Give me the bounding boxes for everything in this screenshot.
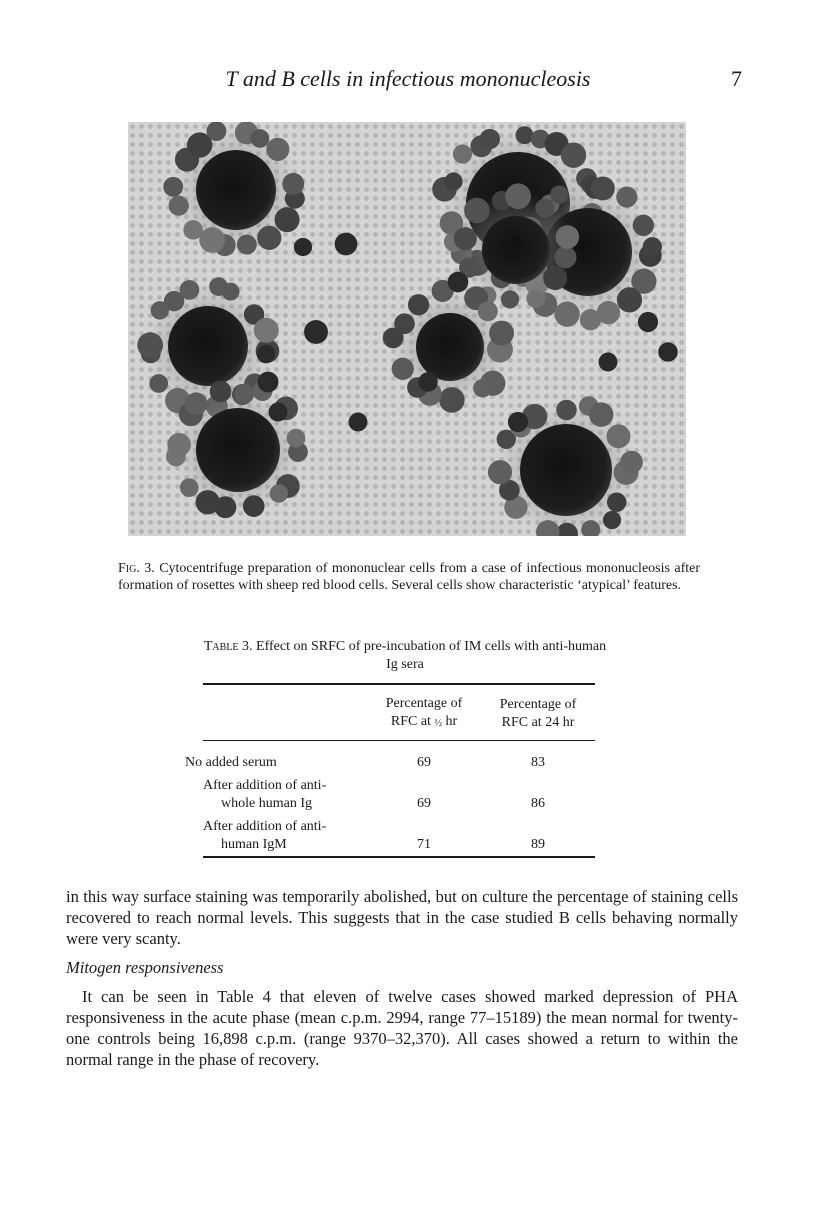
- row-label-line1: No added serum: [185, 755, 277, 770]
- red-blood-cell: [550, 185, 568, 203]
- caption-text: Cytocentrifuge preparation of mononuclear cells from a case of infectious mononucleosis after formation of rosettes with sheep red blood cells. Several cells show characteristic ‘atypical’ features.: [118, 561, 701, 593]
- lymphocyte-nucleus: [520, 424, 612, 516]
- red-blood-cell: [180, 280, 200, 300]
- cell-24hr: 83: [531, 755, 545, 770]
- cell-24hr: 89: [531, 837, 545, 852]
- red-blood-cell: [643, 237, 662, 256]
- red-blood-cell: [473, 379, 492, 398]
- paragraph-1: in this way surface staining was temporarily abolished, but on culture the percentage of staining cells recovered to reach normal levels. This suggests that in the case studied B cells behaving normally were very scanty.: [66, 887, 738, 948]
- red-blood-cell: [464, 198, 490, 224]
- red-blood-cell: [535, 199, 554, 218]
- red-blood-cell: [335, 233, 358, 256]
- caption-label: Fig. 3.: [118, 561, 155, 576]
- lymphocyte-nucleus: [482, 216, 550, 284]
- red-blood-cell: [616, 186, 637, 207]
- red-blood-cell: [287, 429, 306, 448]
- table-header-row: [203, 690, 595, 740]
- red-blood-cell: [210, 381, 232, 403]
- red-blood-cell: [617, 287, 642, 312]
- cell-half-hr: 71: [417, 837, 431, 852]
- col-half-hr-prefix: RFC at: [390, 714, 431, 729]
- red-blood-cell: [580, 309, 601, 330]
- col-24hr-header: [481, 690, 595, 740]
- red-blood-cell: [294, 238, 312, 256]
- red-blood-cell: [488, 460, 512, 484]
- red-blood-cell: [167, 433, 191, 457]
- red-blood-cell: [206, 122, 226, 141]
- section-heading: Mitogen responsiveness: [66, 958, 224, 977]
- red-blood-cell: [180, 478, 199, 497]
- red-blood-cell: [149, 374, 168, 393]
- red-blood-cell: [633, 215, 654, 236]
- table-row: [203, 772, 595, 813]
- red-blood-cell: [603, 511, 621, 529]
- red-blood-cell: [137, 332, 163, 358]
- red-blood-cell: [304, 320, 328, 344]
- red-blood-cell: [185, 392, 208, 415]
- red-blood-cell: [250, 129, 269, 148]
- red-blood-cell: [418, 372, 437, 391]
- red-blood-cell: [505, 183, 531, 209]
- red-blood-cell: [591, 176, 615, 200]
- red-blood-cell: [508, 412, 528, 432]
- col-half-hr-header-line2: [367, 713, 481, 732]
- col-24hr-header-line2: RFC at 24 hr: [501, 715, 575, 730]
- stub-header: [203, 690, 367, 740]
- lymphocyte-nucleus: [416, 313, 484, 381]
- row-label: [203, 813, 367, 854]
- page-number: 7: [731, 66, 742, 91]
- red-blood-cell: [394, 313, 415, 334]
- red-blood-cell: [258, 372, 279, 393]
- lymphocyte-nucleus: [196, 150, 276, 230]
- red-blood-cell: [163, 177, 183, 197]
- red-blood-cell: [556, 225, 580, 249]
- red-blood-cell: [480, 129, 500, 149]
- red-blood-cell: [444, 172, 462, 190]
- red-blood-cell: [599, 353, 618, 372]
- red-blood-cell: [606, 424, 630, 448]
- red-blood-cell: [408, 294, 429, 315]
- red-blood-cell: [453, 145, 472, 164]
- red-blood-cell: [543, 266, 567, 290]
- red-blood-cell: [478, 301, 498, 321]
- table-bottom-rule: [203, 856, 595, 858]
- red-blood-cell: [516, 126, 534, 144]
- red-blood-cell: [349, 413, 368, 432]
- row-label-line2: whole human Ig: [221, 796, 312, 811]
- micrograph-figure: [128, 122, 686, 536]
- cell-half-hr: 69: [417, 796, 431, 811]
- col-half-hr-fraction: ½: [434, 718, 442, 729]
- red-blood-cell: [454, 227, 477, 250]
- red-blood-cell: [169, 196, 189, 216]
- red-blood-cell: [282, 173, 304, 195]
- row-label-line2: human IgM: [221, 837, 287, 852]
- red-blood-cell: [275, 207, 300, 232]
- col-half-hr-header: [367, 690, 481, 740]
- figure-caption: [118, 560, 700, 594]
- red-blood-cell: [266, 138, 289, 161]
- table-row: [203, 813, 595, 854]
- cell-half-hr: 69: [417, 755, 431, 770]
- red-blood-cell: [489, 321, 514, 346]
- running-title: T and B cells in infectious mononucleosis: [225, 66, 591, 91]
- red-blood-cell: [561, 142, 586, 167]
- red-blood-cell: [589, 402, 614, 427]
- srfc-table: [185, 690, 595, 854]
- red-blood-cell: [526, 289, 545, 308]
- col-24hr-header-line1: Percentage of: [499, 697, 577, 712]
- table-row: [203, 740, 595, 772]
- red-blood-cell: [658, 342, 678, 362]
- red-blood-cell: [237, 235, 257, 255]
- table-title: [200, 638, 610, 674]
- red-blood-cell: [448, 272, 469, 293]
- red-blood-cell: [235, 384, 255, 404]
- cell-24hr: 86: [531, 796, 545, 811]
- red-blood-cell: [556, 400, 577, 421]
- table-top-rule: [203, 683, 595, 685]
- red-blood-cell: [269, 403, 288, 422]
- red-blood-cell: [638, 312, 658, 332]
- row-label-line1: After addition of anti-: [203, 778, 327, 793]
- page-header: [0, 64, 816, 96]
- col-half-hr-suffix: hr: [445, 714, 458, 729]
- micrograph-image: [128, 122, 686, 536]
- red-blood-cell: [222, 283, 240, 301]
- red-blood-cell: [257, 345, 276, 364]
- row-label: [203, 772, 367, 813]
- lymphocyte-nucleus: [196, 408, 280, 492]
- lymphocyte-nucleus: [168, 306, 248, 386]
- red-blood-cell: [439, 387, 465, 413]
- table-label: Table 3.: [203, 639, 253, 654]
- red-blood-cell: [501, 290, 519, 308]
- red-blood-cell: [243, 495, 265, 517]
- red-blood-cell: [254, 318, 279, 343]
- red-blood-cell: [183, 220, 203, 240]
- red-blood-cell: [554, 302, 579, 327]
- row-label: [185, 740, 367, 772]
- red-blood-cell: [392, 358, 414, 380]
- red-blood-cell: [620, 451, 643, 474]
- row-label-line1: After addition of anti-: [203, 819, 327, 834]
- red-blood-cell: [554, 246, 576, 268]
- paragraph-2: It can be seen in Table 4 that eleven of twelve cases showed marked depression of PHA responsiveness in the acute phase (mean c.p.m. 2994, range 77–15189) the mean normal for twenty-one controls being 16,898 c.p.m. (range 9370–32,370). All cases showed a return to within the normal range in the phase of recovery.: [66, 987, 738, 1069]
- red-blood-cell: [196, 490, 220, 514]
- red-blood-cell: [257, 226, 281, 250]
- table-title-text: Effect on SRFC of pre-incubation of IM cells with anti-human Ig sera: [256, 639, 607, 672]
- red-blood-cell: [270, 484, 289, 503]
- red-blood-cell: [607, 492, 626, 511]
- red-blood-cell: [199, 227, 225, 253]
- col-half-hr-header-line1: Percentage of: [385, 696, 463, 711]
